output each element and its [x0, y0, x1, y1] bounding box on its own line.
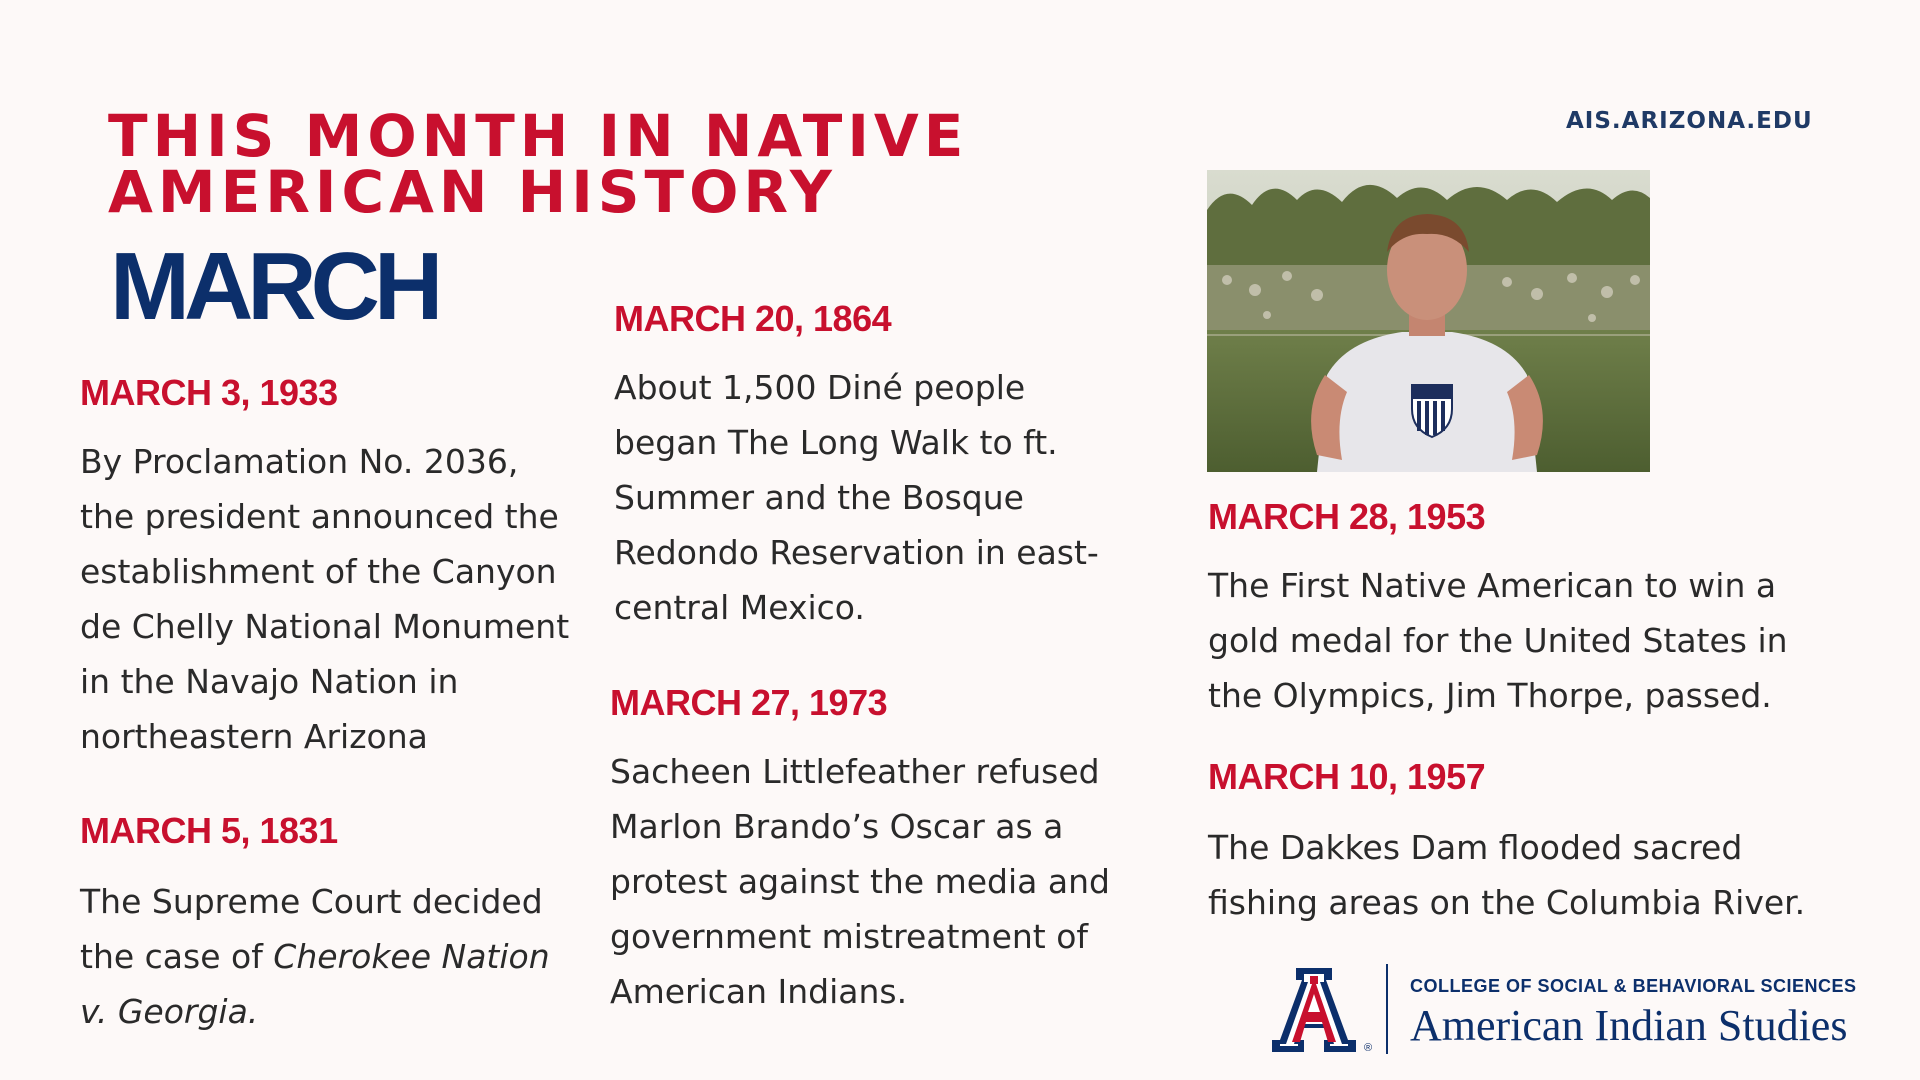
- event-text-3: [614, 360, 1134, 635]
- event-text-line: in the Navajo Nation in: [80, 662, 459, 701]
- registered-mark: ®: [1364, 1042, 1373, 1054]
- event-date-1: MARCH 3, 1933: [80, 372, 338, 413]
- event-text-line: northeastern Arizona: [80, 717, 428, 756]
- case-name-italic: v. Georgia.: [80, 992, 259, 1031]
- event-text-1: [80, 434, 600, 764]
- month-heading: MARCH: [110, 233, 438, 340]
- event-text-line: the Olympics, Jim Thorpe, passed.: [1208, 676, 1772, 715]
- event-date-6: MARCH 10, 1957: [1208, 756, 1486, 797]
- event-text-line: The Dakkes Dam flooded sacred: [1208, 828, 1743, 867]
- website-link[interactable]: AIS.ARIZONA.EDU: [1566, 108, 1813, 134]
- event-date-5: MARCH 28, 1953: [1208, 496, 1486, 537]
- event-text-line: [80, 929, 600, 984]
- event-text-2: [80, 874, 600, 1039]
- department-name: American Indian Studies: [1410, 1001, 1848, 1050]
- case-name-italic: Cherokee Nation: [273, 937, 550, 976]
- event-text-6: [1208, 820, 1888, 930]
- jim-thorpe-photo: [1207, 170, 1650, 472]
- event-text-line: de Chelly National Monument: [80, 607, 570, 646]
- event-text-line: establishment of the Canyon: [80, 552, 557, 591]
- title-line-2: AMERICAN HISTORY: [108, 158, 837, 226]
- event-text-line: American Indians.: [610, 972, 908, 1011]
- athlete-portrait-image: [1207, 170, 1650, 472]
- event-text-line: Marlon Brando’s Oscar as a: [610, 807, 1064, 846]
- event-date-3: MARCH 20, 1864: [614, 298, 892, 339]
- event-text-fragment: the case of: [80, 937, 274, 976]
- event-text-line: Sacheen Littlefeather refused: [610, 752, 1100, 791]
- university-logo: [1266, 964, 1916, 1060]
- event-text-line: central Mexico.: [614, 588, 865, 627]
- event-text-line: By Proclamation No. 2036,: [80, 442, 519, 481]
- event-text-line: About 1,500 Diné people: [614, 368, 1026, 407]
- event-text-line: Redondo Reservation in east-: [614, 533, 1099, 572]
- college-name: COLLEGE OF SOCIAL & BEHAVIORAL SCIENCES: [1410, 976, 1857, 996]
- event-text-line: Summer and the Bosque: [614, 478, 1024, 517]
- event-date-4: MARCH 27, 1973: [610, 682, 888, 723]
- arizona-a-logo-icon: [1266, 964, 1362, 1056]
- title-line-1: THIS MONTH IN NATIVE: [108, 102, 969, 170]
- event-date-2: MARCH 5, 1831: [80, 810, 338, 851]
- event-text-line: The First Native American to win a: [1208, 566, 1777, 605]
- event-text-line: the president announced the: [80, 497, 559, 536]
- page-title: [108, 102, 1008, 226]
- event-text-line: government mistreatment of: [610, 917, 1089, 956]
- event-text-line: [80, 984, 600, 1039]
- event-text-5: [1208, 558, 1888, 723]
- event-text-line: The Supreme Court decided: [80, 882, 543, 921]
- event-text-line: fishing areas on the Columbia River.: [1208, 883, 1806, 922]
- event-text-line: gold medal for the United States in: [1208, 621, 1788, 660]
- event-text-line: protest against the media and: [610, 862, 1110, 901]
- event-text-line: began The Long Walk to ft.: [614, 423, 1058, 462]
- event-text-4: [610, 744, 1130, 1019]
- logo-divider: [1386, 964, 1388, 1054]
